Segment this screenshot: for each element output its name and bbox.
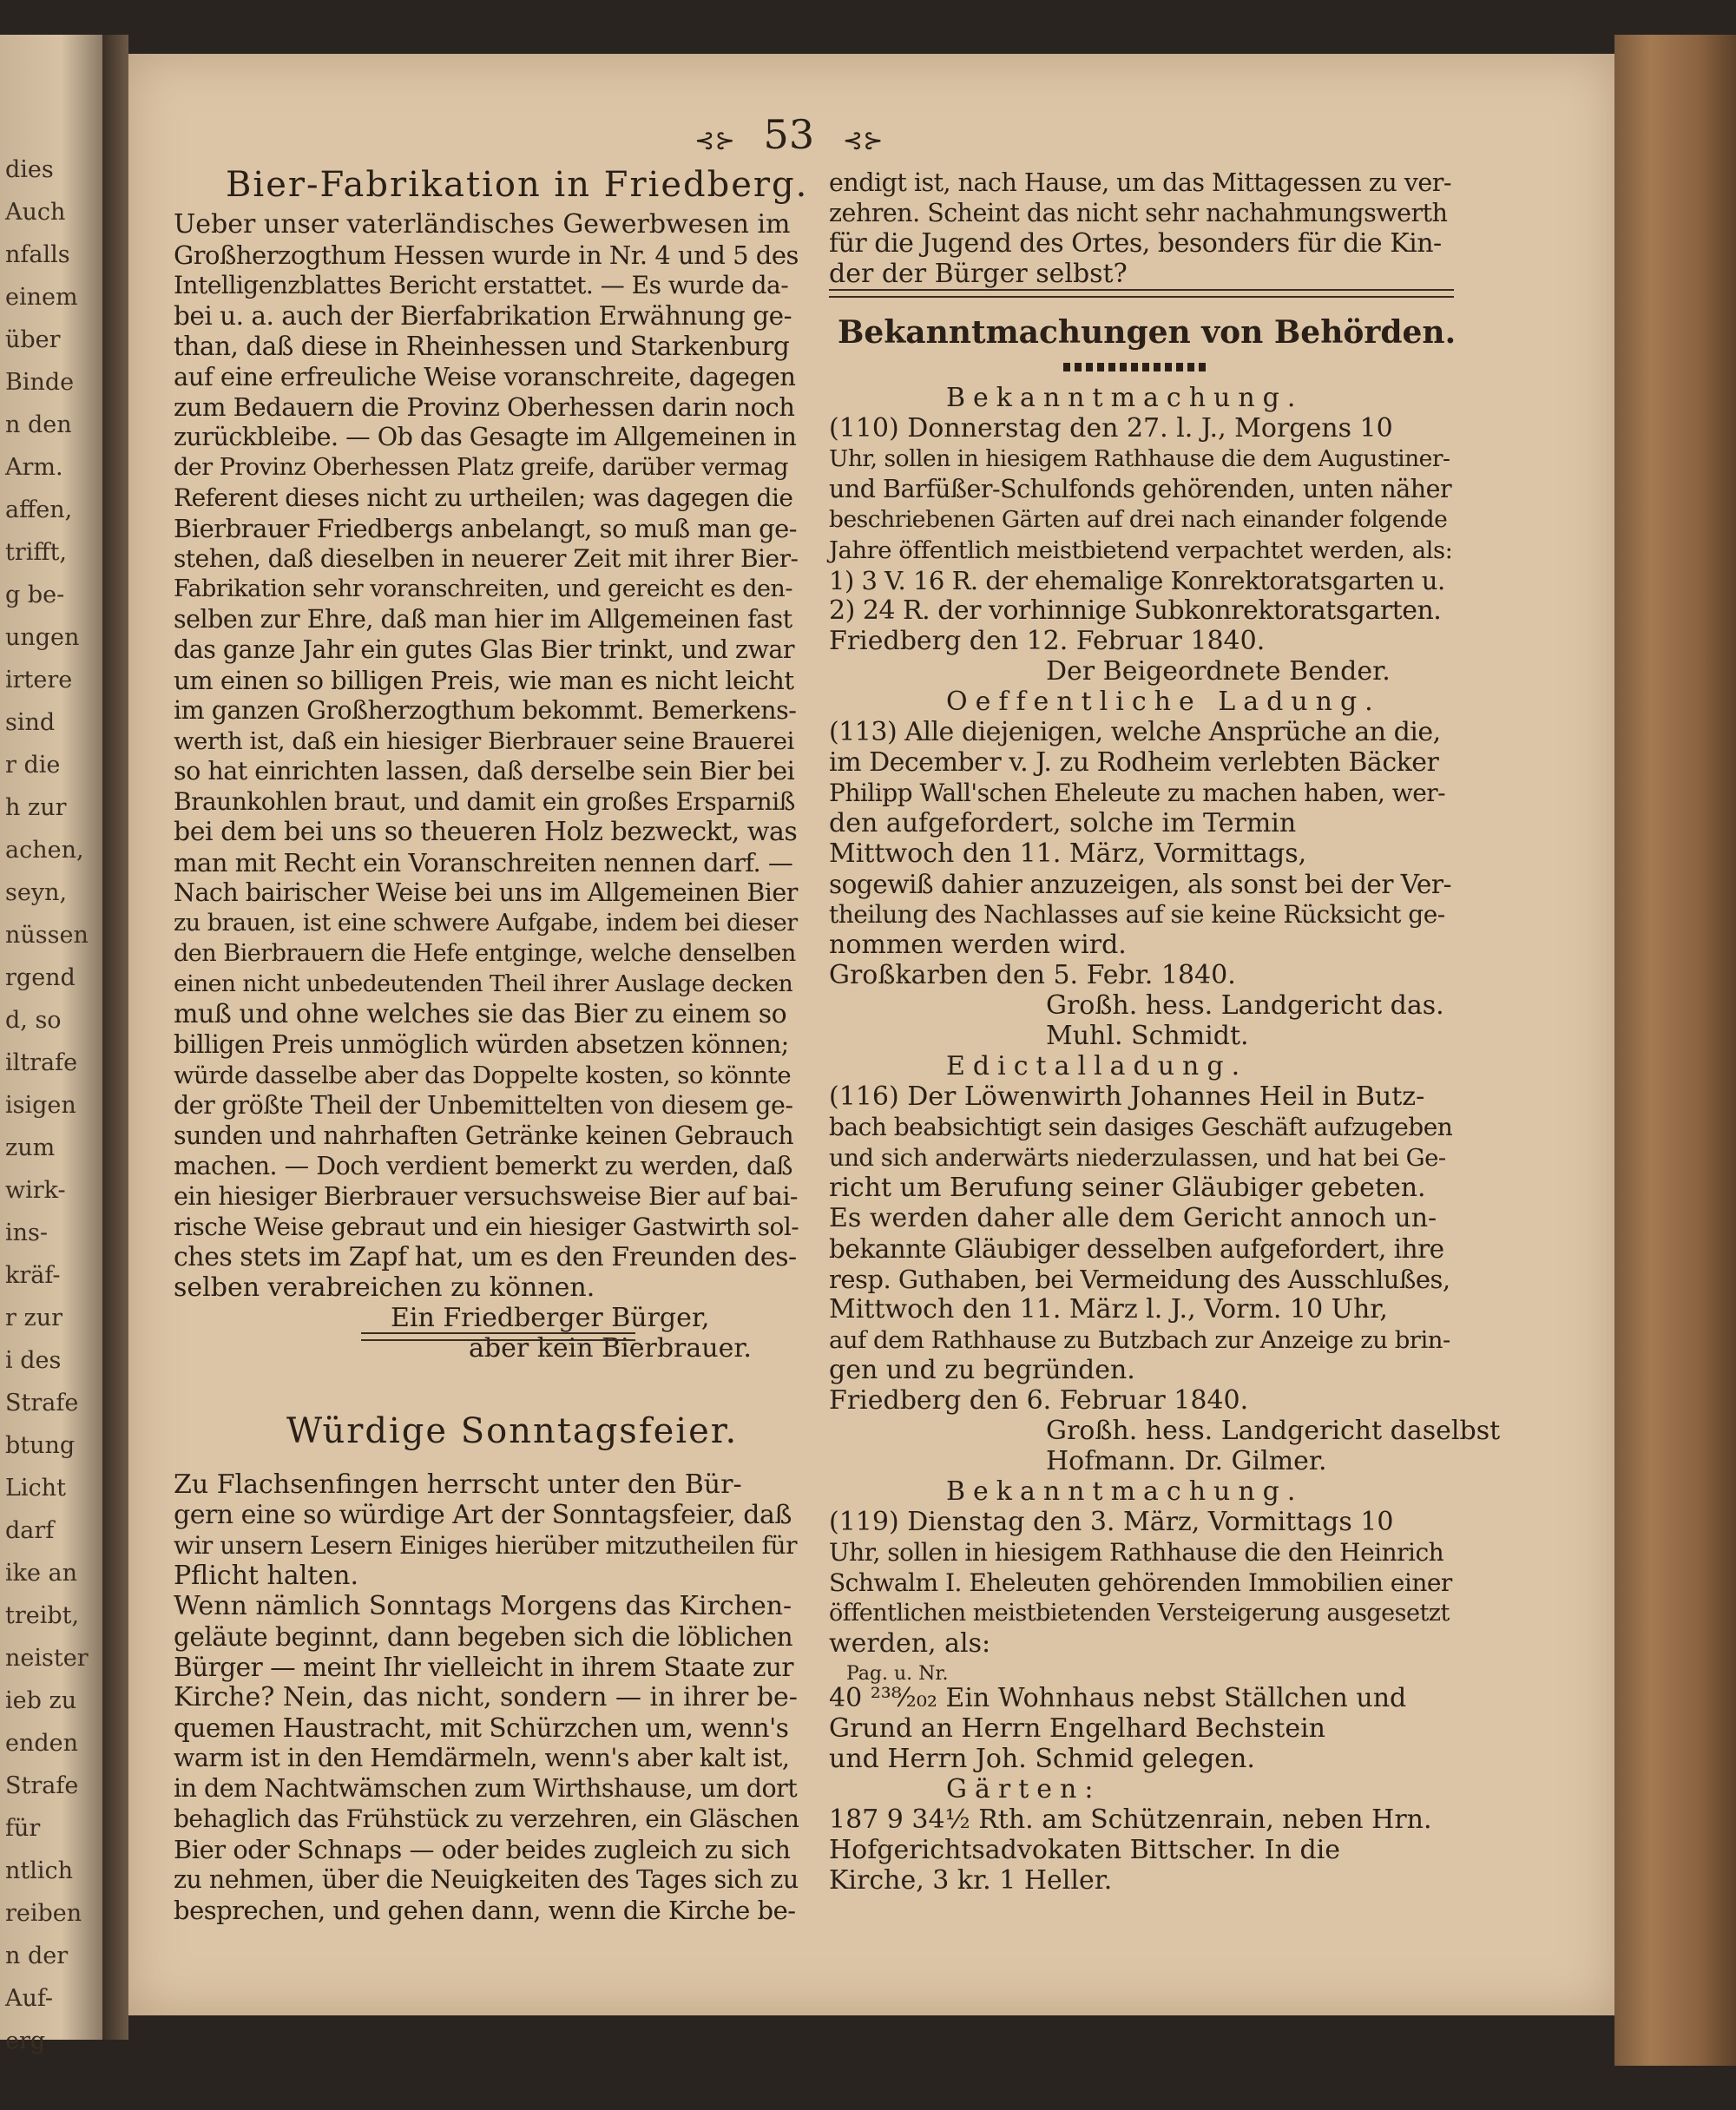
facing-page-fragment: iltrafe xyxy=(5,1049,78,1076)
text-line: besprechen, und gehen dann, wenn die Kirche be- xyxy=(174,1896,796,1925)
text-line: und Barfüßer-Schulfonds gehörenden, unten näher xyxy=(829,475,1452,503)
text-line: Uhr, sollen in hiesigem Rathhause die dem Augustiner- xyxy=(829,445,1450,472)
text-line: selben verabreichen zu können. xyxy=(174,1272,595,1303)
facing-page-fragment: rgend xyxy=(5,964,76,991)
facing-page-fragment: ntlich xyxy=(5,1857,74,1884)
text-line: Nach bairischer Weise bei uns im Allgemeinen Bier xyxy=(174,878,798,907)
page-ornament-right: ⊰⊱ xyxy=(842,126,884,154)
facing-page-fragment: neister xyxy=(5,1645,89,1672)
text-line: auf eine erfreuliche Weise voranschreite, dagegen xyxy=(174,362,796,391)
facing-page-fragment: über xyxy=(5,326,61,353)
notice-title: Bekanntmachung. xyxy=(946,383,1304,413)
signature-line: Ein Friedberger Bürger, xyxy=(391,1303,710,1333)
facing-page-fragment: affen, xyxy=(5,496,73,523)
text-line: Kirche, 3 kr. 1 Heller. xyxy=(829,1865,1113,1896)
page-number-block xyxy=(694,111,884,158)
facing-page-fragment: trifft, xyxy=(5,539,68,566)
book-cover-edge xyxy=(1614,35,1736,2066)
text-line: Grund an Herrn Engelhard Bechstein xyxy=(829,1713,1325,1744)
facing-page-fragment: ins- xyxy=(5,1219,49,1246)
text-line: im December v. J. zu Rodheim verlebten Bäcker xyxy=(829,747,1439,778)
facing-page-fragment: btung xyxy=(5,1432,76,1459)
text-line: einen nicht unbedeutenden Theil ihrer Auslage decken xyxy=(174,970,793,997)
facing-page-fragment: ungen xyxy=(5,624,80,651)
facing-page-fragment: Auf- xyxy=(5,1985,54,2012)
column-divider-left-end xyxy=(361,1332,635,1341)
text-line: Braunkohlen braut, und damit ein großes Ersparniß xyxy=(174,787,795,816)
text-line: Fabrikation sehr voranschreiten, und gereicht es den- xyxy=(174,575,792,602)
facing-page-fragment: für xyxy=(5,1815,41,1842)
text-line: würde dasselbe aber das Doppelte kosten, so könnte xyxy=(174,1062,792,1089)
facing-page-fragment: nfalls xyxy=(5,241,70,268)
text-line: 40 ²³⁸⁄₂₀₂ Ein Wohnhaus nebst Ställchen und xyxy=(829,1683,1407,1713)
text-line: Bier oder Schnaps — oder beides zugleich zu sich xyxy=(174,1835,791,1864)
notice-title: Oeffentliche Ladung. xyxy=(946,687,1381,717)
text-line: theilung des Nachlasses auf sie keine Rücksicht ge- xyxy=(829,900,1445,929)
text-line: der Provinz Oberhessen Platz greife, darüber vermag xyxy=(174,454,789,481)
article-heading: Würdige Sonntagsfeier. xyxy=(286,1411,739,1451)
notice-title: Gärten: xyxy=(946,1774,1101,1804)
text-line: der größte Theil der Unbemittelten von diesem ge- xyxy=(174,1091,793,1120)
text-line: Bürger — meint Ihr vielleicht in ihrem Staate zur xyxy=(174,1653,794,1682)
facing-page-fragment: Strafe xyxy=(5,1390,79,1417)
facing-page-fragment: nüssen xyxy=(5,922,89,949)
text-line: beschriebenen Gärten auf drei nach einander folgende xyxy=(829,506,1448,533)
notice-title: Edictalladung. xyxy=(946,1051,1248,1081)
facing-page-fragment: einem xyxy=(5,284,78,311)
table-header: Pag. u. Nr. xyxy=(846,1663,949,1685)
text-line: Schwalm I. Eheleuten gehörenden Immobilien einer xyxy=(829,1568,1452,1597)
text-line: Bierbrauer Friedbergs anbelangt, so muß man ge- xyxy=(174,514,798,543)
text-line: ches stets im Zapf hat, um es den Freunden des- xyxy=(174,1242,797,1272)
facing-page-fragment: ieb zu xyxy=(5,1687,77,1714)
text-line: 2) 24 R. der vorhinnige Subkonrektoratsgarten. xyxy=(829,595,1442,626)
text-line: bach beabsichtigt sein dasiges Geschäft aufzugeben xyxy=(829,1113,1453,1141)
text-line: sogewiß dahier anzuzeigen, als sonst bei der Ver- xyxy=(829,870,1451,899)
facing-page-fragment: Auch xyxy=(5,199,66,226)
signature-line: Großh. hess. Landgericht daselbst xyxy=(1046,1416,1501,1446)
facing-page-fragment: achen, xyxy=(5,837,84,864)
text-line: sunden und nahrhaften Getränke keinen Gebrauch xyxy=(174,1121,794,1150)
text-line: das ganze Jahr ein gutes Glas Bier trinkt, und zwar xyxy=(174,635,794,664)
text-line: Referent dieses nicht zu urtheilen; was dagegen die xyxy=(174,483,793,512)
text-line: zu brauen, ist eine schwere Aufgabe, indem bei dieser xyxy=(174,910,798,937)
text-line: richt um Berufung seiner Gläubiger gebeten. xyxy=(829,1173,1426,1203)
facing-page-fragment: irtere xyxy=(5,667,73,693)
text-line: behaglich das Frühstück zu verzehren, ein Gläschen xyxy=(174,1804,799,1833)
text-line: zu nehmen, über die Neuigkeiten des Tages sich zu xyxy=(174,1865,799,1894)
text-line: im ganzen Großherzogthum bekommt. Bemerkens- xyxy=(174,696,797,725)
text-line: werth ist, daß ein hiesiger Bierbrauer seine Brauerei xyxy=(174,727,794,755)
text-line: Uhr, sollen in hiesigem Rathhause die den Heinrich xyxy=(829,1538,1444,1567)
text-line: selben zur Ehre, daß man hier im Allgemeinen fast xyxy=(174,605,792,634)
section-divider-right xyxy=(829,289,1454,298)
facing-page-fragment: treibt, xyxy=(5,1602,80,1629)
text-line: endigt ist, nach Hause, um das Mittagessen zu ver- xyxy=(829,168,1452,197)
text-line: Hofgerichtsadvokaten Bittscher. In die xyxy=(829,1835,1341,1865)
text-line: Intelligenzblattes Bericht erstattet. — Es wurde da- xyxy=(174,271,789,299)
heading-underline-ornament xyxy=(1063,363,1207,371)
facing-page-fragment: dies xyxy=(5,156,54,183)
facing-page-fragment: i des xyxy=(5,1347,62,1374)
text-line: gen und zu begründen. xyxy=(829,1355,1135,1385)
text-line: man mit Recht ein Voranschreiten nennen darf. — xyxy=(174,848,793,878)
text-line: Wenn nämlich Sonntags Morgens das Kirchen- xyxy=(174,1591,792,1621)
text-line: wir unsern Lesern Einiges hierüber mitzutheilen für xyxy=(174,1531,797,1560)
text-line: der der Bürger selbst? xyxy=(829,259,1128,289)
text-line: ein hiesiger Bierbrauer versuchsweise Bier auf bai- xyxy=(174,1182,799,1211)
facing-page-fragment: r die xyxy=(5,752,61,779)
text-line: Philipp Wall'schen Eheleute zu machen haben, wer- xyxy=(829,779,1446,807)
book-gutter xyxy=(102,35,128,2040)
text-line: (110) Donnerstag den 27. l. J., Morgens 10 xyxy=(829,413,1393,444)
text-line: und sich anderwärts niederzulassen, und hat bei Ge- xyxy=(829,1144,1446,1172)
text-line: (116) Der Löwenwirth Johannes Heil in Butz- xyxy=(829,1081,1425,1112)
signature-line: Der Beigeordnete Bender. xyxy=(1046,656,1391,687)
facing-page-fragment: kräf- xyxy=(5,1262,61,1289)
text-line: rische Weise gebraut und ein hiesiger Gastwirth sol- xyxy=(174,1213,799,1241)
text-line: in dem Nachtwämschen zum Wirthshause, um dort xyxy=(174,1774,798,1803)
text-line: machen. — Doch verdient bemerkt zu werden, daß xyxy=(174,1152,792,1180)
text-line: bekannte Gläubiger desselben aufgefordert, ihre xyxy=(829,1234,1444,1264)
signature-line: aber kein Bierbrauer. xyxy=(469,1333,752,1364)
text-line: so hat einrichten lassen, daß derselbe sein Bier bei xyxy=(174,757,795,785)
signature-line: Muhl. Schmidt. xyxy=(1046,1021,1249,1051)
text-line: bei u. a. auch der Bierfabrikation Erwähnung ge- xyxy=(174,301,792,331)
text-line: than, daß diese in Rheinhessen und Starkenburg xyxy=(174,332,790,361)
text-line: Friedberg den 6. Februar 1840. xyxy=(829,1385,1249,1416)
text-line: werden, als: xyxy=(829,1628,991,1659)
text-line: auf dem Rathhause zu Butzbach zur Anzeige zu brin- xyxy=(829,1326,1450,1354)
text-line: um einen so billigen Preis, wie man es nicht leicht xyxy=(174,666,794,695)
signature-line: Hofmann. Dr. Gilmer. xyxy=(1046,1446,1327,1476)
text-line: muß und ohne welches sie das Bier zu einem so xyxy=(174,999,787,1029)
text-line: 1) 3 V. 16 R. der ehemalige Konrektoratsgarten u. xyxy=(829,566,1445,595)
text-line: resp. Guthaben, bei Vermeidung des Ausschlußes, xyxy=(829,1265,1450,1294)
text-line: Pflicht halten. xyxy=(174,1561,358,1591)
facing-page-fragment: sind xyxy=(5,709,56,736)
text-line: Friedberg den 12. Februar 1840. xyxy=(829,626,1266,656)
text-line: Zu Flachsenfingen herrscht unter den Bür- xyxy=(174,1469,742,1500)
facing-page-fragment: Licht xyxy=(5,1475,66,1502)
section-heading: Bekanntmachungen von Behörden. xyxy=(838,314,1457,351)
facing-page-fragment: r zur xyxy=(5,1305,63,1331)
facing-page-edge xyxy=(0,35,102,2054)
notice-title: Bekanntmachung. xyxy=(946,1476,1304,1507)
text-line: Jahre öffentlich meistbietend verpachtet werden, als: xyxy=(829,536,1453,564)
facing-page-fragment: h zur xyxy=(5,794,67,821)
text-line: quemen Haustracht, mit Schürzchen um, wenn's xyxy=(174,1713,789,1743)
text-line: Kirche? Nein, das nicht, sondern — in ihrer be- xyxy=(174,1682,798,1712)
facing-page-fragment: d, so xyxy=(5,1007,62,1034)
page-number: 53 xyxy=(763,111,815,158)
text-line: Mittwoch den 11. März l. J., Vorm. 10 Uhr, xyxy=(829,1294,1388,1325)
text-line: warm ist in den Hemdärmeln, wenn's aber kalt ist, xyxy=(174,1744,790,1772)
text-line: billigen Preis unmöglich würden absetzen können; xyxy=(174,1030,789,1059)
text-line: zehren. Scheint das nicht sehr nachahmungswerth xyxy=(829,199,1448,227)
text-line: (119) Dienstag den 3. März, Vormittags 10 xyxy=(829,1507,1394,1537)
text-line: bei dem bei uns so theueren Holz bezweckt, was xyxy=(174,817,798,847)
text-line: stehen, daß dieselben in neuerer Zeit mit ihrer Bier- xyxy=(174,544,799,573)
facing-page-fragment: ike an xyxy=(5,1560,78,1587)
text-line: nommen werden wird. xyxy=(829,930,1127,960)
facing-page-fragment: reiben xyxy=(5,1900,82,1927)
text-line: geläute beginnt, dann begeben sich die löblichen xyxy=(174,1622,793,1652)
facing-page-fragment: wirk- xyxy=(5,1177,66,1204)
text-line: zurückbleibe. — Ob das Gesagte im Allgemeinen in xyxy=(174,423,797,451)
article-heading: Bier-Fabrikation in Friedberg. xyxy=(226,165,809,205)
facing-page-fragment: darf xyxy=(5,1517,55,1544)
text-line: gern eine so würdige Art der Sonntagsfeier, daß xyxy=(174,1500,792,1530)
text-line: Es werden daher alle dem Gericht annoch un- xyxy=(829,1203,1437,1233)
facing-page-fragment: Binde xyxy=(5,369,75,396)
text-line: Mittwoch den 11. März, Vormittags, xyxy=(829,838,1307,869)
facing-page-fragment: seyn, xyxy=(5,879,68,906)
facing-page-fragment: erg xyxy=(5,2028,46,2054)
text-line: den aufgefordert, solche im Termin xyxy=(829,808,1297,838)
facing-page-fragment: zum xyxy=(5,1134,56,1161)
facing-page-fragment: n der xyxy=(5,1942,69,1969)
text-line: Großherzogthum Hessen wurde in Nr. 4 und 5 des xyxy=(174,240,799,270)
facing-page-fragment: n den xyxy=(5,411,72,438)
text-line: und Herrn Joh. Schmid gelegen. xyxy=(829,1744,1255,1774)
signature-line: Großh. hess. Landgericht das. xyxy=(1046,990,1444,1021)
text-line: öffentlichen meistbietenden Versteigerung ausgesetzt xyxy=(829,1600,1450,1627)
text-line: für die Jugend des Ortes, besonders für die Kin- xyxy=(829,228,1442,259)
text-line: den Bierbrauern die Hefe entginge, welche denselben xyxy=(174,940,796,967)
facing-page-fragment: enden xyxy=(5,1730,79,1757)
page-ornament-left: ⊰⊱ xyxy=(694,126,735,154)
text-line: (113) Alle diejenigen, welche Ansprüche an die, xyxy=(829,717,1441,747)
facing-page-fragment: isigen xyxy=(5,1092,76,1119)
text-line: Großkarben den 5. Febr. 1840. xyxy=(829,960,1236,990)
text-line: 187 9 34½ Rth. am Schützenrain, neben Hrn. xyxy=(829,1804,1432,1835)
text-line: zum Bedauern die Provinz Oberhessen darin noch xyxy=(174,392,795,422)
facing-page-fragment: g be- xyxy=(5,582,65,608)
facing-page-fragment: Strafe xyxy=(5,1772,79,1799)
facing-page-fragment: Arm. xyxy=(5,454,63,481)
text-line: Ueber unser vaterländisches Gewerbwesen im xyxy=(174,209,791,240)
